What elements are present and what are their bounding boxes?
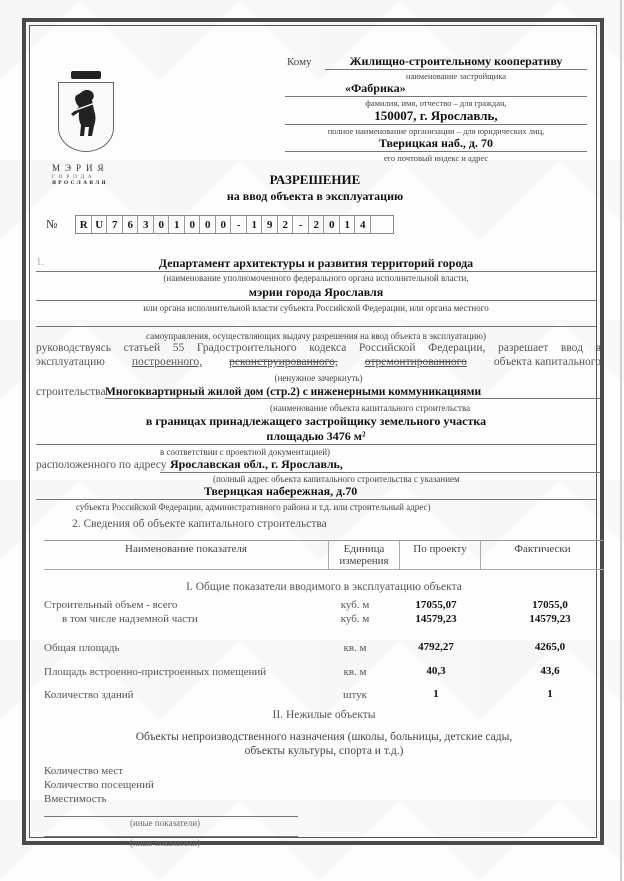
row-unit: куб. м	[340, 599, 370, 611]
column-unit: Единица измерения	[329, 541, 400, 570]
number-char: 2	[309, 216, 325, 233]
authority-blank-line	[36, 325, 596, 327]
row-name: Площадь встроенно-пристроенных помещений	[44, 666, 267, 678]
row-project-value: 1	[433, 688, 439, 700]
number-char: 1	[340, 216, 356, 233]
number-char: 0	[154, 216, 170, 233]
row-unit: куб. м	[340, 613, 370, 625]
construction-label: строительства	[36, 386, 106, 398]
column-project: По проекту	[400, 541, 481, 570]
object-address-line-1: Ярославская обл., г. Ярославль,	[160, 457, 600, 473]
object-address-line-2: Тверицкая набережная, д.70	[36, 484, 596, 500]
object-type-line	[36, 356, 601, 368]
developer-name-2: «Фабрика»	[285, 81, 587, 97]
row-unit: кв. м	[343, 666, 367, 678]
number-char: 3	[138, 216, 154, 233]
nonres-row: Вместимость	[44, 793, 107, 805]
other-indicator-hint-1: (иные показатели)	[130, 818, 201, 828]
number-char: -	[293, 216, 309, 233]
authority-line-1: Департамент архитектуры и развития территорий города	[36, 256, 596, 272]
postal-city: 150007, г. Ярославль,	[285, 108, 587, 125]
number-char: U	[92, 216, 108, 233]
column-indicator-name: Наименование показателя	[44, 541, 329, 570]
row-unit: штук	[343, 689, 367, 701]
option-repaired: отремонтированного	[364, 356, 467, 368]
scan-edge	[620, 0, 622, 881]
other-indicator-line-2	[44, 835, 298, 837]
person-hint: фамилия, имя, отчество – для граждан,	[365, 98, 507, 108]
land-area: площадью 3476 м²	[36, 429, 596, 445]
mayor-line1: МЭРИЯ	[52, 163, 109, 173]
number-char: 2	[278, 216, 294, 233]
legal-line-2-start: эксплуатацию	[36, 356, 105, 368]
shield-icon	[58, 82, 114, 152]
address-hint-2: субъекта Российской Федерации, административного района и т.д. или строительный адрес)	[76, 502, 431, 512]
street-address: Тверицкая наб., д. 70	[285, 136, 587, 152]
row-project-value: 14579,23	[415, 613, 457, 625]
document-title: РАЗРЕШЕНИЕ	[269, 172, 361, 187]
mayor-line2: ГОРОДА	[52, 175, 96, 180]
row-actual-value: 17055,0	[532, 599, 568, 611]
group-2-title: II. Нежилые объекты	[272, 709, 376, 721]
number-char: 6	[123, 216, 139, 233]
row-name: Общая площадь	[44, 642, 120, 654]
address-label: расположенного по адресу	[36, 459, 167, 471]
number-char: 0	[185, 216, 201, 233]
land-plot-line: в границах принадлежащего застройщику земельного участка	[145, 414, 487, 428]
row-name: Количество зданий	[44, 689, 134, 701]
legal-basis-line: руководствуясь статьей 55 Градостроительного кодекса Российской Федерации, разрешает ввод в	[36, 342, 601, 354]
number-char: R	[76, 216, 92, 233]
nonres-description-2: объекты культуры, спорта и т.д.)	[244, 745, 404, 757]
row-name: в том числе надземной части	[62, 613, 198, 625]
number-char: 1	[247, 216, 263, 233]
to-label: Кому	[287, 56, 312, 68]
crown-icon	[71, 71, 101, 79]
authority-hint-2: или органа исполнительной власти субъекта Российской Федерации, или органа местного	[143, 303, 489, 313]
authority-hint-3: самоуправления, осуществляющих выдачу разрешения на ввод объекта в эксплуатацию)	[145, 331, 487, 341]
row-actual-value: 1	[547, 688, 553, 700]
row-name: Строительный объем - всего	[44, 599, 178, 611]
address-hint-1: (полный адрес объекта капитального строительства с указанием	[213, 474, 460, 484]
document-subtitle: на ввод объекта в эксплуатацию	[226, 189, 404, 203]
number-char: 9	[262, 216, 278, 233]
number-char: 4	[355, 216, 371, 233]
row-project-value: 17055,07	[415, 599, 457, 611]
number-char	[371, 216, 393, 233]
number-sign: №	[46, 217, 58, 231]
section-2-title: 2. Сведения об объекте капитального строительства	[72, 518, 327, 530]
number-char: 1	[169, 216, 185, 233]
row-actual-value: 14579,23	[529, 613, 571, 625]
number-char: -	[231, 216, 247, 233]
project-doc-hint: в соответствии с проектной документацией)	[160, 447, 331, 457]
number-char: 0	[200, 216, 216, 233]
permit-number-boxes	[75, 215, 394, 234]
legal-line-2-end: объекта капитального	[493, 356, 601, 368]
address-hint: его почтовый индекс и адрес	[383, 153, 489, 163]
number-char: 0	[324, 216, 340, 233]
bear-icon	[59, 83, 113, 149]
other-indicator-hint-2: (иные показатели)	[130, 838, 201, 848]
section-1-number: 1.	[36, 256, 45, 268]
number-char: 0	[216, 216, 232, 233]
row-actual-value: 4265,0	[534, 641, 566, 653]
mayor-office-label	[52, 163, 122, 186]
row-unit: кв. м	[343, 642, 367, 654]
developer-name: Жилищно-строительному кооперативу	[325, 54, 587, 70]
nonres-row: Количество мест	[44, 765, 124, 777]
row-actual-value: 43,6	[540, 665, 560, 677]
permit-number	[46, 215, 394, 234]
authority-hint-1: (наименование уполномоченного федерального органа исполнительной власти,	[163, 273, 469, 283]
object-hint: (наименование объекта капитального строительства	[270, 403, 471, 413]
other-indicator-line-1	[44, 815, 298, 817]
authority-line-2: мэрии города Ярославля	[36, 285, 596, 301]
number-char: 7	[107, 216, 123, 233]
org-hint: полное наименование организации – для юридических лиц,	[327, 126, 545, 136]
nonres-row: Количество посещений	[44, 779, 154, 791]
option-reconstructed: реконструированного,	[229, 356, 338, 368]
object-name: Многоквартирный жилой дом (стр.2) с инженерными коммуникациями	[105, 386, 600, 399]
developer-name-hint: наименование застройщика	[405, 71, 507, 81]
indicators-table-header	[44, 540, 604, 570]
city-coat-of-arms-icon	[58, 65, 114, 175]
strike-hint: (ненужное зачеркнуть)	[274, 373, 363, 383]
mayor-line3: ЯРОСЛАВЛЯ	[52, 180, 108, 186]
nonres-description-1: Объекты непроизводственного назначения (школы, больницы, детские сады,	[135, 731, 513, 743]
group-1-title: I. Общие показатели вводимого в эксплуатацию объекта	[186, 581, 462, 593]
row-project-value: 4792,27	[418, 641, 454, 653]
row-project-value: 40,3	[426, 665, 446, 677]
column-actual: Фактически	[481, 541, 605, 570]
option-built: построенного,	[131, 356, 203, 368]
